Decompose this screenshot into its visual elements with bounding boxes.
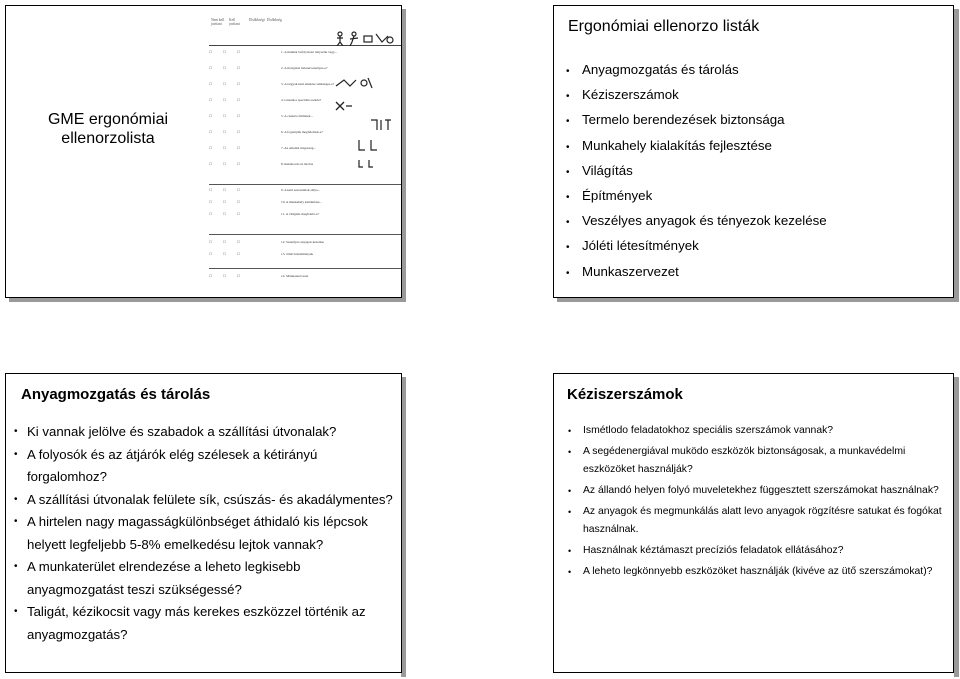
checklist-topics-list: [566, 58, 827, 285]
checklist-col-header: Elsőbbségi: [249, 18, 265, 22]
checklist-row: ☐ ☐ ☐ 9. A kézi szerszámok súlya...: [209, 188, 321, 192]
slide-checklists-overview[interactable]: [553, 5, 954, 298]
checklist-row: ☐ ☐ ☐ 4. Létezik-e speciális eszköz?: [209, 98, 322, 102]
list-item: • A szállítási útvonalak felülete sík, csúszás- és akadálymentes?: [14, 489, 399, 512]
checklist-row: ☐ ☐ ☐ 3. A tárgyak kézi emelése szükséges-e?: [209, 82, 335, 86]
list-item: • Építmények: [566, 184, 827, 209]
slide-title: Anyagmozgatás és tárolás: [21, 386, 211, 403]
checklist-row: ☐ ☐ ☐ 6. A fogantyúk megfelelőek-e?: [209, 130, 323, 134]
checklist-row: ☐ ☐ ☐ 1. A munkát befolyásoló tényezők vagy...: [209, 50, 337, 54]
checklist-row: ☐ ☐ ☐ 7. Az emelési magasság...: [209, 146, 316, 150]
checklist-row: ☐ ☐ ☐ 13. Jóléti létesítmények: [209, 252, 314, 256]
list-item: • Kéziszerszámok: [566, 83, 827, 108]
slide-title: Kéziszerszámok: [567, 386, 683, 403]
material-handling-list: [14, 421, 399, 646]
checklist-row: ☐ ☐ ☐ 14. Munkaszervezet: [209, 274, 309, 278]
list-item: • Termelo berendezések biztonsága: [566, 108, 827, 133]
checklist-row: ☐ ☐ ☐ 5. A csúszós felületek...: [209, 114, 313, 118]
slide-hand-tools[interactable]: [553, 373, 954, 673]
list-item: • Használnak kéztámaszt precíziós feladatok ellátásához?: [566, 542, 946, 560]
list-item: • A segédenergiával muködo eszközök biztonságosak, a munkavédelmi eszközöket használják?: [566, 443, 946, 479]
divider: [209, 268, 401, 269]
list-item: • Munkaszervezet: [566, 260, 827, 285]
slide-title: GME ergonómiai ellenorzolista: [47, 111, 169, 147]
divider: [209, 234, 401, 235]
list-item: • Ismétlodo feladatokhoz speciális szerszámok vannak?: [566, 422, 946, 440]
list-item: • A munkaterület elrendezése a leheto legkisebb anyagmozgatást teszi szükségessé?: [14, 556, 399, 601]
hand-tools-list: [566, 422, 946, 584]
checklist-row: ☐ ☐ ☐ 2. A mozgatás balesetveszélyes-e?: [209, 66, 328, 70]
list-item: • Az anyagok és megmunkálás alatt levo anyagok rögzítésre satukat és fogókat használnak.: [566, 503, 946, 539]
list-item: • Taligát, kézikocsit vagy más kerekes eszközzel történik az anyagmozgatás?: [14, 601, 399, 646]
list-item: • A leheto legkönnyebb eszközöket használják (kivéve az ütő szerszámokat)?: [566, 563, 946, 581]
slide-shadow: [954, 9, 959, 302]
list-item: • Munkahely kialakítás fejlesztése: [566, 134, 827, 159]
list-item: • A folyosók és az átjárók elég szélesek a kétirányú forgalomhoz?: [14, 444, 399, 489]
slide-title: Ergonómiai ellenorzo listák: [568, 18, 760, 35]
divider: [209, 184, 401, 185]
list-item: • Veszélyes anyagok és tényezok kezelése: [566, 209, 827, 234]
list-item: • Anyagmozgatás és tárolás: [566, 58, 827, 83]
slide-gme-checklist[interactable]: [5, 5, 402, 298]
checklist-col-header: Kell javítani: [229, 18, 240, 26]
list-item: • Ki vannak jelölve és szabadok a szállítási útvonalak?: [14, 421, 399, 444]
checklist-illustration: [334, 30, 394, 46]
list-item: • A hirtelen nagy magasságkülönbséget áthidaló kis lépcsok helyett legfeljebb 5-8% emelkedésu lejtok vannak?: [14, 511, 399, 556]
list-item: • Jóléti létesítmények: [566, 234, 827, 259]
checklist-col-header: Nem kell javítani: [211, 18, 225, 26]
slide-shadow: [954, 377, 959, 677]
list-item: • Az állandó helyen folyó muveletekhez függesztett szerszámokat használnak?: [566, 482, 946, 500]
checklist-row: ☐ ☐ ☐ 12. Veszélyes anyagok kezelése: [209, 240, 325, 244]
checklist-row: ☐ ☐ ☐ 11. A világítás megfelelő-e?: [209, 212, 319, 216]
checklist-col-header: Elsőbbség: [267, 18, 282, 22]
checklist-row: ☐ ☐ ☐ 10. A munkahely kialakítása...: [209, 200, 322, 204]
checklist-row: ☐ ☐ ☐ 8. Raktározás és tárolás: [209, 162, 314, 166]
list-item: • Világítás: [566, 159, 827, 184]
slide-material-handling[interactable]: [5, 373, 402, 673]
checklist-scan-image: [209, 16, 401, 298]
